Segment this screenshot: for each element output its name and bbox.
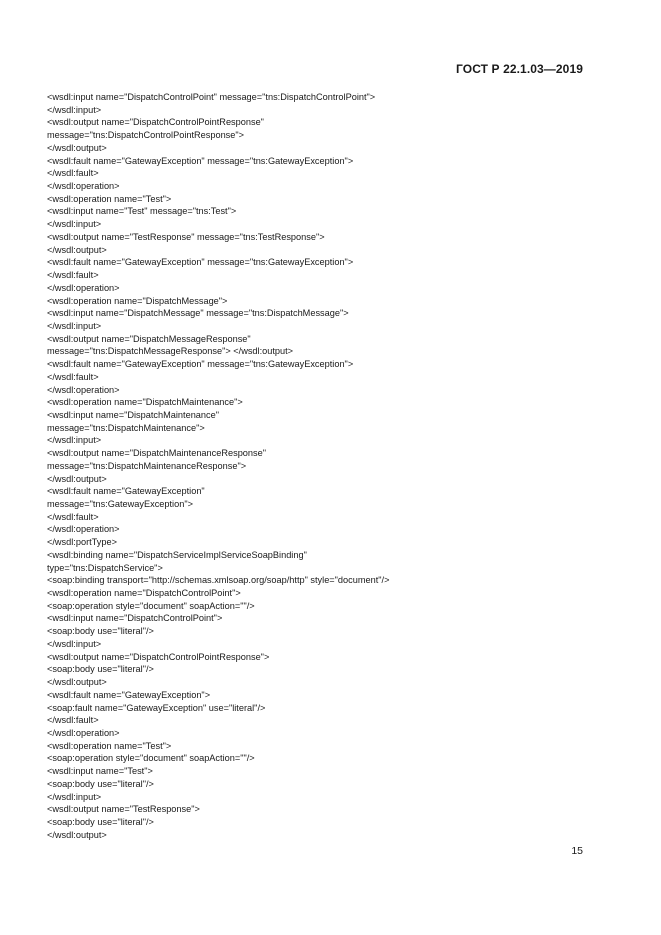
code-line: <soap:operation style="document" soapAction=""/> [47,753,255,764]
code-line: <wsdl:input name="Test"> [47,766,153,777]
code-line: </wsdl:fault> [47,168,99,179]
code-line: <wsdl:operation name="Test"> [47,740,172,751]
code-line: </wsdl:input> [47,219,102,230]
code-line: <wsdl:input name="Test" message="tns:Test"> [47,206,237,217]
code-line: </wsdl:input> [47,104,102,115]
document-standard-header: ГОСТ Р 22.1.03—2019 [456,62,583,76]
code-line: </wsdl:operation> [47,181,120,192]
code-line: <wsdl:input name="DispatchMaintenance" [47,409,219,420]
code-line: </wsdl:operation> [47,524,120,535]
code-line: </wsdl:fault> [47,511,99,522]
code-line: message="tns:DispatchControlPointResponse"> [47,130,245,141]
code-line: <wsdl:operation name="Test"> [47,193,172,204]
code-line: <wsdl:binding name="DispatchServiceImplServiceSoapBinding" [47,549,307,560]
code-line: <soap:body use="literal"/> [47,664,154,675]
code-line: </wsdl:fault> [47,371,99,382]
code-line: </wsdl:output> [47,829,107,840]
code-line: <soap:operation style="document" soapAction=""/> [47,600,255,611]
code-line: <wsdl:output name="TestResponse" message="tns:TestResponse"> [47,231,325,242]
code-line: </wsdl:input> [47,435,102,446]
code-line: <wsdl:operation name="DispatchMessage"> [47,295,228,306]
code-line: </wsdl:output> [47,244,107,255]
code-line: </wsdl:input> [47,791,102,802]
code-line: </wsdl:fault> [47,715,99,726]
code-line: <wsdl:input name="DispatchMessage" message="tns:DispatchMessage"> [47,308,349,319]
code-line: message="tns:GatewayException"> [47,499,193,509]
code-line: <wsdl:output name="DispatchControlPointResponse" [47,117,264,128]
code-line: <wsdl:fault name="GatewayException" message="tns:GatewayException"> [47,257,354,268]
code-line: <wsdl:fault name="GatewayException" message="tns:GatewayException"> [47,359,354,370]
code-line: <soap:binding transport="http://schemas.xmlsoap.org/soap/http" style="document"/> [47,575,390,586]
code-line: <wsdl:fault name="GatewayException" [47,486,205,497]
code-line: <wsdl:operation name="DispatchControlPoint"> [47,588,241,599]
code-line: <wsdl:output name="TestResponse"> [47,804,200,815]
code-line: <wsdl:output name="DispatchControlPointResponse"> [47,651,270,662]
code-line: type="tns:DispatchService"> [47,562,163,573]
code-line: </wsdl:portType> [47,537,117,548]
code-line: <wsdl:output name="DispatchMaintenanceResponse" [47,448,266,459]
code-line: message="tns:DispatchMaintenanceResponse"> [47,460,247,471]
code-line: </wsdl:fault> [47,270,99,281]
code-line: <wsdl:input name="DispatchControlPoint" message="tns:DispatchControlPoint"> [47,92,376,102]
code-line: <wsdl:fault name="GatewayException"> [47,689,211,700]
code-line: <soap:fault name="GatewayException" use="literal"/> [47,702,266,713]
code-line: <soap:body use="literal"/> [47,816,154,827]
code-line: </wsdl:operation> [47,282,120,293]
code-line: message="tns:DispatchMaintenance"> [47,422,205,433]
code-line: <wsdl:fault name="GatewayException" message="tns:GatewayException"> [47,155,354,166]
code-line: </wsdl:output> [47,677,107,688]
code-line: </wsdl:output> [47,142,107,153]
code-line: message="tns:DispatchMessageResponse"> </wsdl:output> [47,346,294,357]
code-line: </wsdl:operation> [47,384,120,395]
code-line: </wsdl:output> [47,473,107,484]
wsdl-code-block [47,91,607,841]
code-line: <wsdl:input name="DispatchControlPoint"> [47,613,223,624]
code-line: <soap:body use="literal"/> [47,626,154,637]
code-line: <wsdl:output name="DispatchMessageResponse" [47,333,251,344]
code-line: </wsdl:input> [47,320,102,331]
code-line: <soap:body use="literal"/> [47,778,154,789]
page-number: 15 [571,845,583,857]
code-line: </wsdl:input> [47,638,102,649]
code-line: <wsdl:operation name="DispatchMaintenance"> [47,397,243,408]
code-line: </wsdl:operation> [47,727,120,738]
